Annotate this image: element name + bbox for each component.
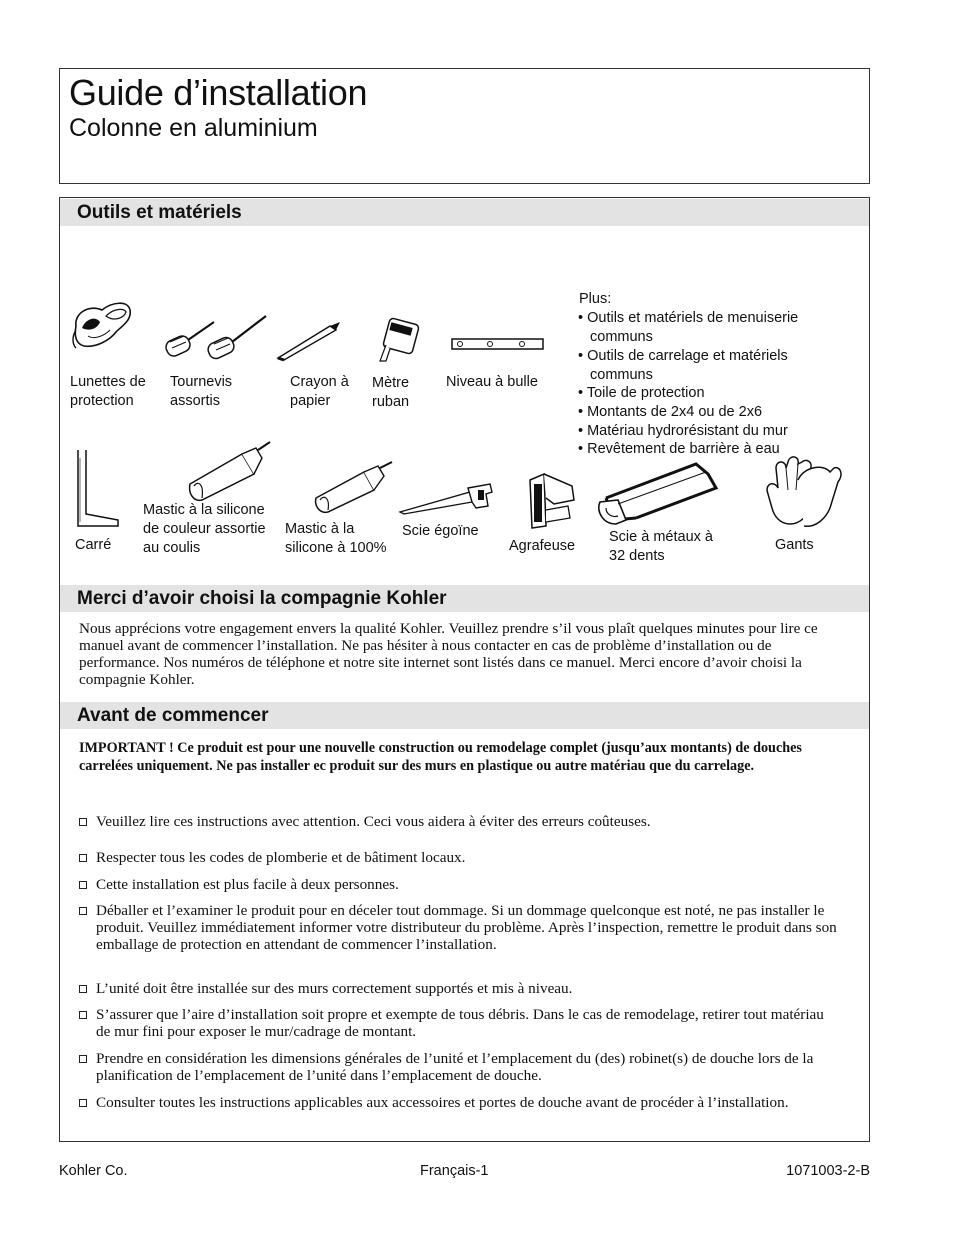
tool-label: Lunettes de protection: [70, 374, 146, 409]
tool-label: Gants: [775, 537, 814, 553]
tool-label: Tournevis assortis: [170, 374, 233, 409]
list-item-text: Veuillez lire ces instructions avec attention. Ceci vous aidera à éviter des erreurs coûteuses.: [96, 813, 651, 830]
footer-company: Kohler Co.: [59, 1163, 128, 1179]
bullet-box-icon: [79, 881, 87, 889]
tool-label: Crayon à papier: [290, 374, 349, 409]
page-subtitle: Colonne en aluminium: [69, 114, 318, 142]
list-item: [79, 1006, 839, 1040]
list-item: [79, 876, 839, 893]
list-item: [79, 849, 839, 866]
tool-label: Agrafeuse: [509, 538, 576, 554]
bullet-box-icon: [79, 985, 87, 993]
safety-glasses-icon: [68, 296, 136, 356]
tool-label: Carré: [75, 537, 112, 553]
list-item-text: Prendre en considération les dimensions générales de l’unité et l’emplacement du (des) robinet(s) de douche lors de la planification de l’emplacement de l’unité dans l’emplacement de douche.: [96, 1050, 814, 1084]
tools-heading: Outils et matériels: [60, 199, 869, 226]
screwdrivers-icon: [162, 310, 272, 360]
plus-item: • Matériau hydrorésistant du mur: [578, 423, 788, 439]
list-item: [79, 813, 839, 830]
bullet-box-icon: [79, 1099, 87, 1107]
square-icon: [74, 450, 122, 530]
plus-heading: Plus:: [579, 291, 612, 307]
tool-label: Mastic à la silicone à 100%: [285, 521, 387, 556]
level-icon: [450, 336, 545, 352]
before-heading: Avant de commencer: [60, 702, 869, 729]
list-item: [79, 1094, 839, 1111]
page-title: Guide d’installation: [69, 72, 368, 113]
hacksaw-icon: [596, 458, 726, 528]
list-item-text: Déballer et l’examiner le produit pour en déceler tout dommage. Si un dommage quelconque est noté, ne pas installer le produit. Veuillez immédiatement informer votre distributeur du problème. Après l’inspection, remettre le produit dans son emballage de protection en attendant de commencer l’installation.: [96, 902, 837, 953]
bullet-box-icon: [79, 1011, 87, 1019]
plus-item: communs: [590, 329, 653, 345]
tool-label: Mastic à la silicone de couleur assortie au coulis: [143, 502, 266, 556]
tool-label: Scie à métaux à 32 dents: [609, 529, 713, 564]
thanks-paragraph: Nous apprécions votre engagement envers la qualité Kohler. Veuillez prendre s’il vous plaît quelques minutes pour lire ce manuel avant de commencer l’installation. Ne pas hésiter à nous contacter en cas de problème d’installation ou de performance. Nos numéros de téléphone et notre site internet sont listés dans ce manuel. Merci encore d’avoir choisi la compagnie Kohler.: [79, 620, 818, 688]
bullet-box-icon: [79, 1055, 87, 1063]
plus-item: • Toile de protection: [578, 385, 705, 401]
list-item-text: Respecter tous les codes de plomberie et de bâtiment locaux.: [96, 849, 466, 866]
plus-item: • Outils et matériels de menuiserie: [578, 310, 799, 326]
list-item-text: Cette installation est plus facile à deux personnes.: [96, 876, 399, 893]
tape-measure-icon: [376, 315, 422, 363]
plus-item: • Revêtement de barrière à eau: [578, 441, 780, 457]
hand-saw-icon: [398, 482, 494, 516]
plus-item: communs: [590, 367, 653, 383]
list-item-text: Consulter toutes les instructions applicables aux accessoires et portes de douche avant de procéder à l’installation.: [96, 1094, 789, 1111]
bullet-box-icon: [79, 854, 87, 862]
bullet-box-icon: [79, 818, 87, 826]
tool-label: Scie égoïne: [402, 523, 479, 539]
footer-page-number: Français-1: [420, 1163, 489, 1179]
tool-label: Mètre ruban: [372, 375, 410, 410]
plus-item: • Montants de 2x4 ou de 2x6: [578, 404, 763, 420]
footer-doc-number: 1071003-2-B: [786, 1163, 870, 1179]
list-item: [79, 902, 839, 953]
caulk-tube-icon: [182, 440, 272, 502]
pencil-icon: [272, 320, 342, 362]
caulk-tube-icon: [310, 460, 394, 516]
thanks-heading: Merci d’avoir choisi la compagnie Kohler: [60, 585, 869, 612]
stapler-icon: [524, 470, 578, 530]
plus-item: • Outils de carrelage et matériels: [578, 348, 788, 364]
list-item: [79, 1050, 839, 1084]
gloves-icon: [760, 454, 844, 532]
list-item: [79, 980, 839, 997]
list-item-text: S’assurer que l’aire d’installation soit propre et exempte de tous débris. Dans le cas de remodelage, retirer tout matériau de mur fini pour exposer le mur/cadrage de montant.: [96, 1006, 824, 1040]
list-item-text: L’unité doit être installée sur des murs correctement supportés et mis à niveau.: [96, 980, 573, 997]
bullet-box-icon: [79, 907, 87, 915]
important-notice: IMPORTANT ! Ce produit est pour une nouvelle construction ou remodelage complet (jusqu’aux montants) de douches carrelées uniquement. Ne pas installer ec produit sur des murs en plastique ou autre matériau que du carrelage.: [79, 740, 802, 774]
tool-label: Niveau à bulle: [446, 374, 538, 390]
